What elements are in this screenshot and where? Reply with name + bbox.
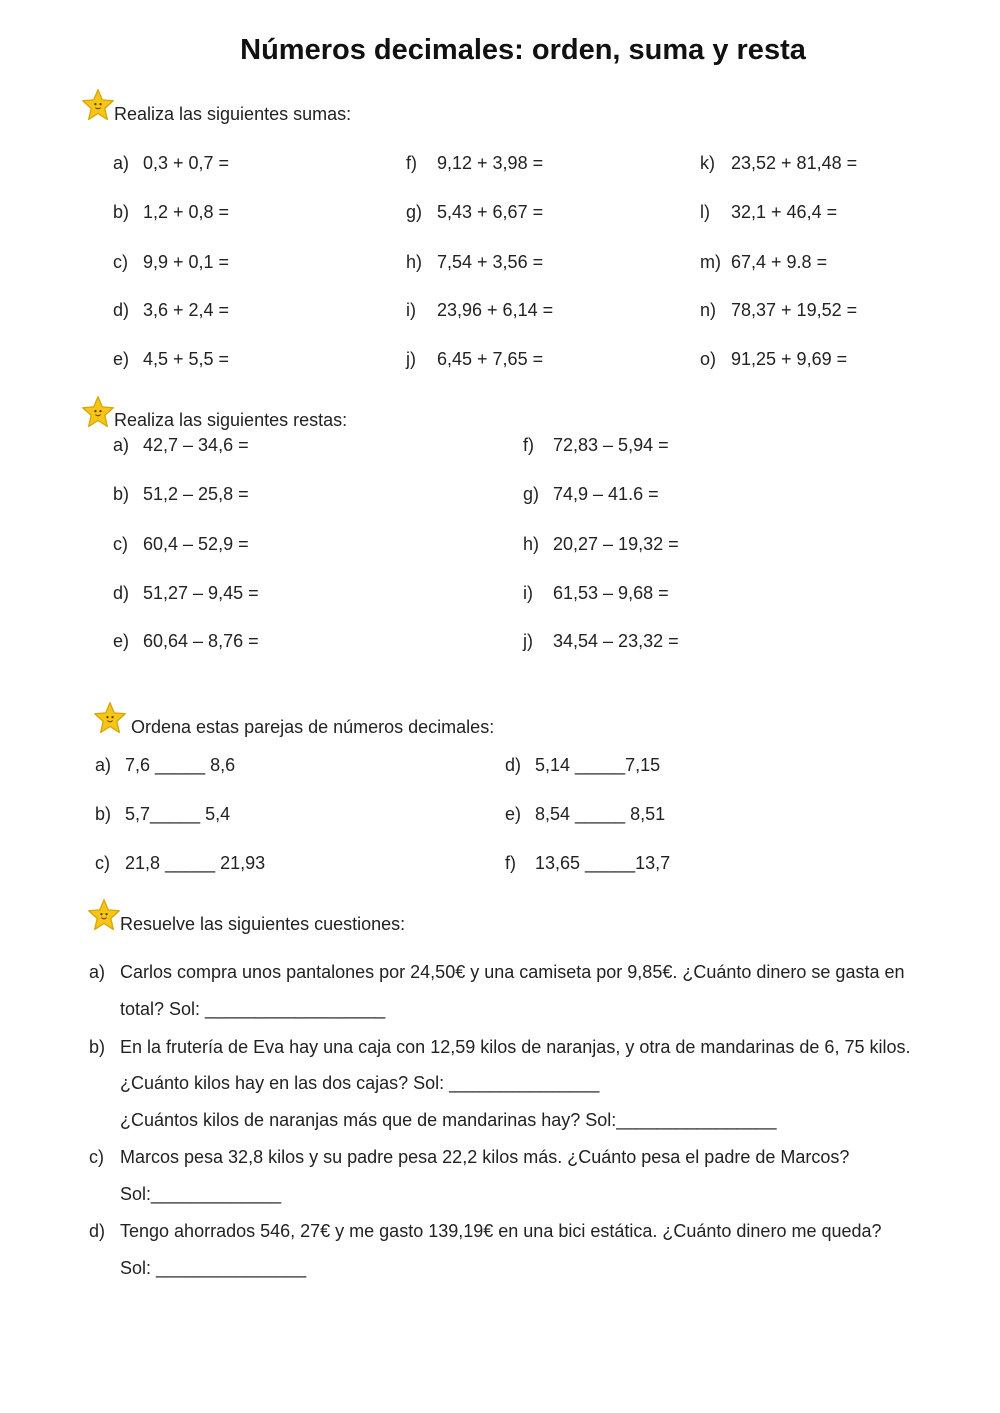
- problem-b-label: b): [89, 1037, 106, 1057]
- problem-c-label: c): [89, 1147, 104, 1167]
- item-expression: 67,4 + 9.8 =: [731, 252, 828, 272]
- sum-item-b: [113, 202, 230, 223]
- item-expression: 78,37 + 19,52 =: [731, 300, 858, 320]
- problem-d-text: Tengo ahorrados 546, 27€ y me gasto 139,19€ en una bici estática. ¿Cuánto dinero me queda?: [120, 1221, 882, 1241]
- subtractions-heading: Realiza las siguientes restas:: [114, 410, 348, 430]
- star-icon: [81, 88, 115, 122]
- sum-item-k: [700, 153, 858, 174]
- item-label: b): [95, 804, 112, 824]
- sub-item-g: [523, 484, 659, 505]
- item-expression: 8,54 _____ 8,51: [535, 804, 666, 824]
- sub-item-i: [523, 583, 669, 604]
- item-label: a): [95, 755, 112, 775]
- item-label: a): [113, 153, 130, 173]
- item-label: g): [523, 484, 540, 504]
- sum-item-g: [406, 202, 544, 223]
- item-label: f): [505, 853, 516, 873]
- problem-b-question-1: ¿Cuánto kilos hay en las dos cajas? Sol: _______________: [120, 1073, 600, 1093]
- item-expression: 60,4 – 52,9 =: [143, 534, 249, 554]
- sum-item-a: [113, 153, 230, 174]
- item-label: c): [113, 252, 128, 272]
- order-item-d: [505, 755, 661, 776]
- item-expression: 4,5 + 5,5 =: [143, 349, 230, 369]
- order-item-f: [505, 853, 671, 874]
- sub-item-c: [113, 534, 249, 555]
- item-label: c): [113, 534, 128, 554]
- item-label: i): [523, 583, 533, 603]
- sub-item-b: [113, 484, 249, 505]
- problem-a-answer: total? Sol: __________________: [120, 999, 386, 1019]
- problem-a-label: a): [89, 962, 106, 982]
- item-expression: 61,53 – 9,68 =: [553, 583, 669, 603]
- star-icon: [81, 395, 115, 429]
- sum-item-j: [406, 349, 544, 370]
- item-label: o): [700, 349, 717, 369]
- order-item-e: [505, 804, 666, 825]
- item-label: d): [505, 755, 522, 775]
- sum-item-l: [700, 202, 838, 223]
- item-label: c): [95, 853, 110, 873]
- item-expression: 74,9 – 41.6 =: [553, 484, 659, 504]
- item-label: d): [113, 300, 130, 320]
- problem-a-text: Carlos compra unos pantalones por 24,50€ y una camiseta por 9,85€. ¿Cuánto dinero se gasta en: [120, 962, 905, 982]
- item-expression: 23,96 + 6,14 =: [437, 300, 554, 320]
- item-label: k): [700, 153, 715, 173]
- item-label: h): [523, 534, 540, 554]
- item-label: b): [113, 484, 130, 504]
- item-expression: 23,52 + 81,48 =: [731, 153, 858, 173]
- star-icon: [87, 898, 121, 932]
- item-expression: 34,54 – 23,32 =: [553, 631, 679, 651]
- item-expression: 5,43 + 6,67 =: [437, 202, 544, 222]
- sum-item-c: [113, 252, 230, 273]
- problem-d-answer: Sol: _______________: [120, 1258, 307, 1278]
- item-label: d): [113, 583, 130, 603]
- problem-d-label: d): [89, 1221, 106, 1241]
- order-item-c: [95, 853, 266, 874]
- item-expression: 32,1 + 46,4 =: [731, 202, 838, 222]
- problems-heading: Resuelve las siguientes cuestiones:: [120, 914, 406, 934]
- item-expression: 5,14 _____7,15: [535, 755, 661, 775]
- item-label: h): [406, 252, 423, 272]
- item-expression: 9,12 + 3,98 =: [437, 153, 544, 173]
- problem-b-text: En la frutería de Eva hay una caja con 12,59 kilos de naranjas, y otra de mandarinas de 6, 75 kilos.: [120, 1037, 911, 1057]
- item-expression: 7,54 + 3,56 =: [437, 252, 544, 272]
- sum-item-i: [406, 300, 554, 321]
- item-label: e): [505, 804, 522, 824]
- item-expression: 51,2 – 25,8 =: [143, 484, 249, 504]
- item-label: e): [113, 631, 130, 651]
- item-expression: 91,25 + 9,69 =: [731, 349, 848, 369]
- item-label: a): [113, 435, 130, 455]
- item-label: n): [700, 300, 717, 320]
- item-label: i): [406, 300, 416, 320]
- ordering-heading: Ordena estas parejas de números decimales:: [131, 717, 495, 737]
- item-expression: 3,6 + 2,4 =: [143, 300, 230, 320]
- sub-item-e: [113, 631, 259, 652]
- page-title: Números decimales: orden, suma y resta: [240, 34, 806, 66]
- sub-item-j: [523, 631, 679, 652]
- item-expression: 20,27 – 19,32 =: [553, 534, 679, 554]
- item-expression: 13,65 _____13,7: [535, 853, 671, 873]
- sub-item-h: [523, 534, 679, 555]
- item-expression: 5,7_____ 5,4: [125, 804, 231, 824]
- item-expression: 6,45 + 7,65 =: [437, 349, 544, 369]
- sub-item-a: [113, 435, 249, 456]
- item-expression: 9,9 + 0,1 =: [143, 252, 230, 272]
- sub-item-f: [523, 435, 669, 456]
- problem-c-text: Marcos pesa 32,8 kilos y su padre pesa 22,2 kilos más. ¿Cuánto pesa el padre de Marcos?: [120, 1147, 850, 1167]
- star-icon: [93, 701, 127, 735]
- item-expression: 51,27 – 9,45 =: [143, 583, 259, 603]
- item-label: b): [113, 202, 130, 222]
- order-item-b: [95, 804, 231, 825]
- sum-item-h: [406, 252, 544, 273]
- item-expression: 60,64 – 8,76 =: [143, 631, 259, 651]
- problem-b-question-2: ¿Cuántos kilos de naranjas más que de mandarinas hay? Sol:________________: [120, 1110, 777, 1130]
- item-label: j): [523, 631, 533, 651]
- sub-item-d: [113, 583, 259, 604]
- sum-item-n: [700, 300, 858, 321]
- item-label: e): [113, 349, 130, 369]
- item-label: m): [700, 252, 721, 272]
- item-label: l): [700, 202, 710, 222]
- item-expression: 1,2 + 0,8 =: [143, 202, 230, 222]
- item-label: f): [523, 435, 534, 455]
- problem-c-answer: Sol:_____________: [120, 1184, 282, 1204]
- sum-item-d: [113, 300, 230, 321]
- item-expression: 0,3 + 0,7 =: [143, 153, 230, 173]
- sum-item-e: [113, 349, 230, 370]
- sum-item-m: [700, 252, 828, 273]
- item-expression: 21,8 _____ 21,93: [125, 853, 266, 873]
- sum-item-o: [700, 349, 848, 370]
- item-label: j): [406, 349, 416, 369]
- item-expression: 42,7 – 34,6 =: [143, 435, 249, 455]
- order-item-a: [95, 755, 236, 776]
- item-label: f): [406, 153, 417, 173]
- item-expression: 72,83 – 5,94 =: [553, 435, 669, 455]
- sums-heading: Realiza las siguientes sumas:: [114, 104, 352, 124]
- item-label: g): [406, 202, 423, 222]
- item-expression: 7,6 _____ 8,6: [125, 755, 236, 775]
- sum-item-f: [406, 153, 544, 174]
